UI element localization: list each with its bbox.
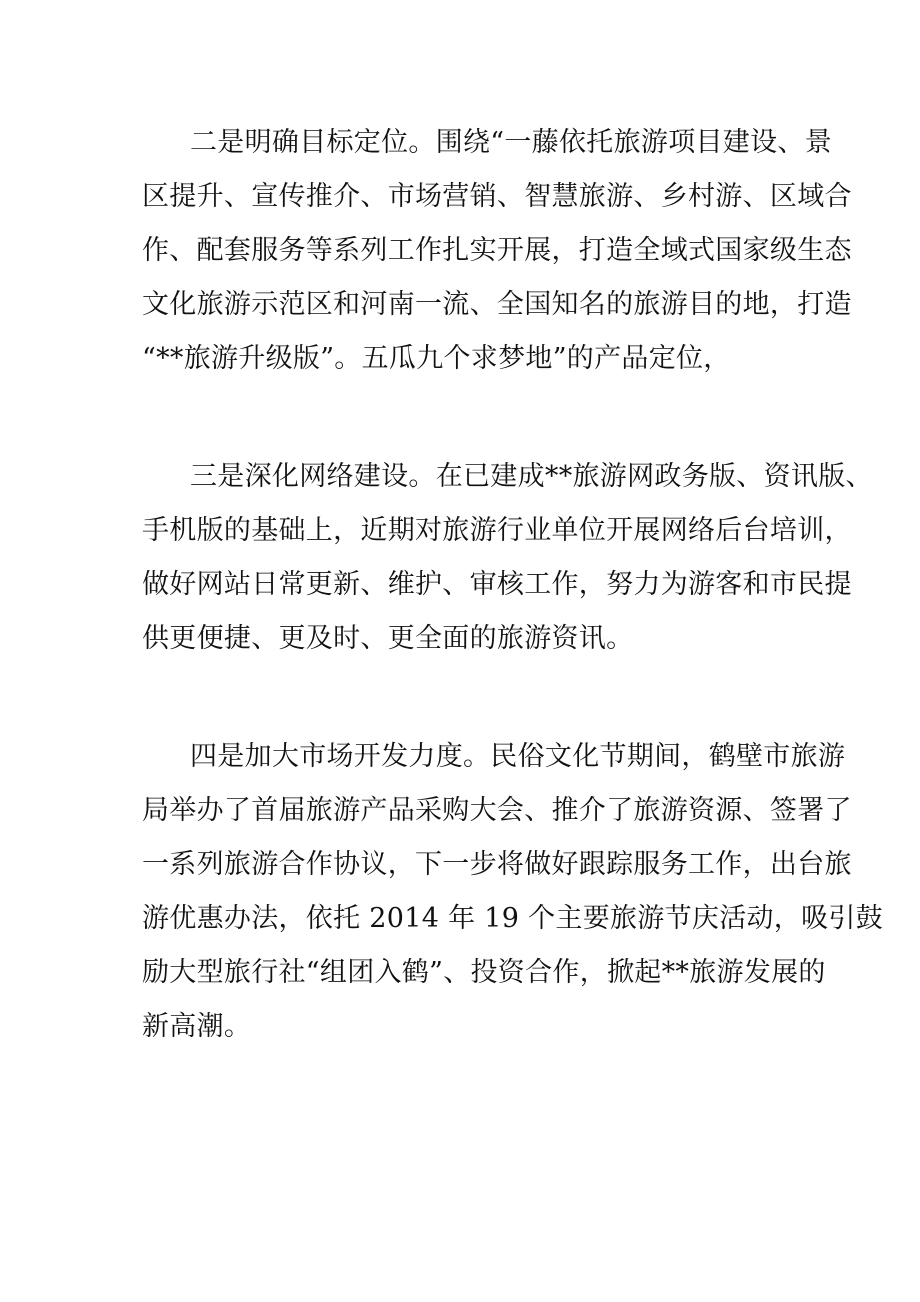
text-line: 供更便捷、更及时、更全面的旅游资讯。 (142, 623, 634, 654)
paragraph-market-development (142, 730, 883, 1054)
text-line: 新高潮。 (142, 1011, 252, 1042)
text-line: 区提升、宣传推介、市场营销、智慧旅游、乡村游、区域合 (142, 181, 852, 212)
paragraph-network-construction (142, 450, 873, 666)
text-line: 四是加大市场开发力度。民俗文化节期间，鹤壁市旅游 (190, 741, 846, 772)
text-line: 一系列旅游合作协议，下一步将做好跟踪服务工作，出台旅 (142, 849, 852, 880)
text-line: 手机版的基础上，近期对旅游行业单位开展网络后台培训， (142, 515, 852, 546)
text-line: 二是明确目标定位。围绕“一藤依托旅游项目建设、景 (190, 127, 833, 158)
text-line: 励大型旅行社“组团入鹤”、投资合作，掀起**旅游发展的 (142, 957, 826, 988)
paragraph-goal-positioning (142, 116, 852, 386)
text-line: “**旅游升级版”。五瓜九个求梦地”的产品定位， (142, 343, 731, 374)
text-line: 游优惠办法，依托 2014 年 19 个主要旅游节庆活动，吸引鼓 (142, 903, 883, 934)
text-line: 文化旅游示范区和河南一流、全国知名的旅游目的地，打造 (142, 289, 852, 320)
text-line: 做好网站日常更新、维护、审核工作，努力为游客和市民提 (142, 569, 852, 600)
text-line: 三是深化网络建设。在已建成**旅游网政务版、资讯版、 (190, 461, 873, 492)
text-line: 作、配套服务等系列工作扎实开展，打造全域式国家级生态 (142, 235, 852, 266)
text-line: 局举办了首届旅游产品采购大会、推介了旅游资源、签署了 (142, 795, 852, 826)
